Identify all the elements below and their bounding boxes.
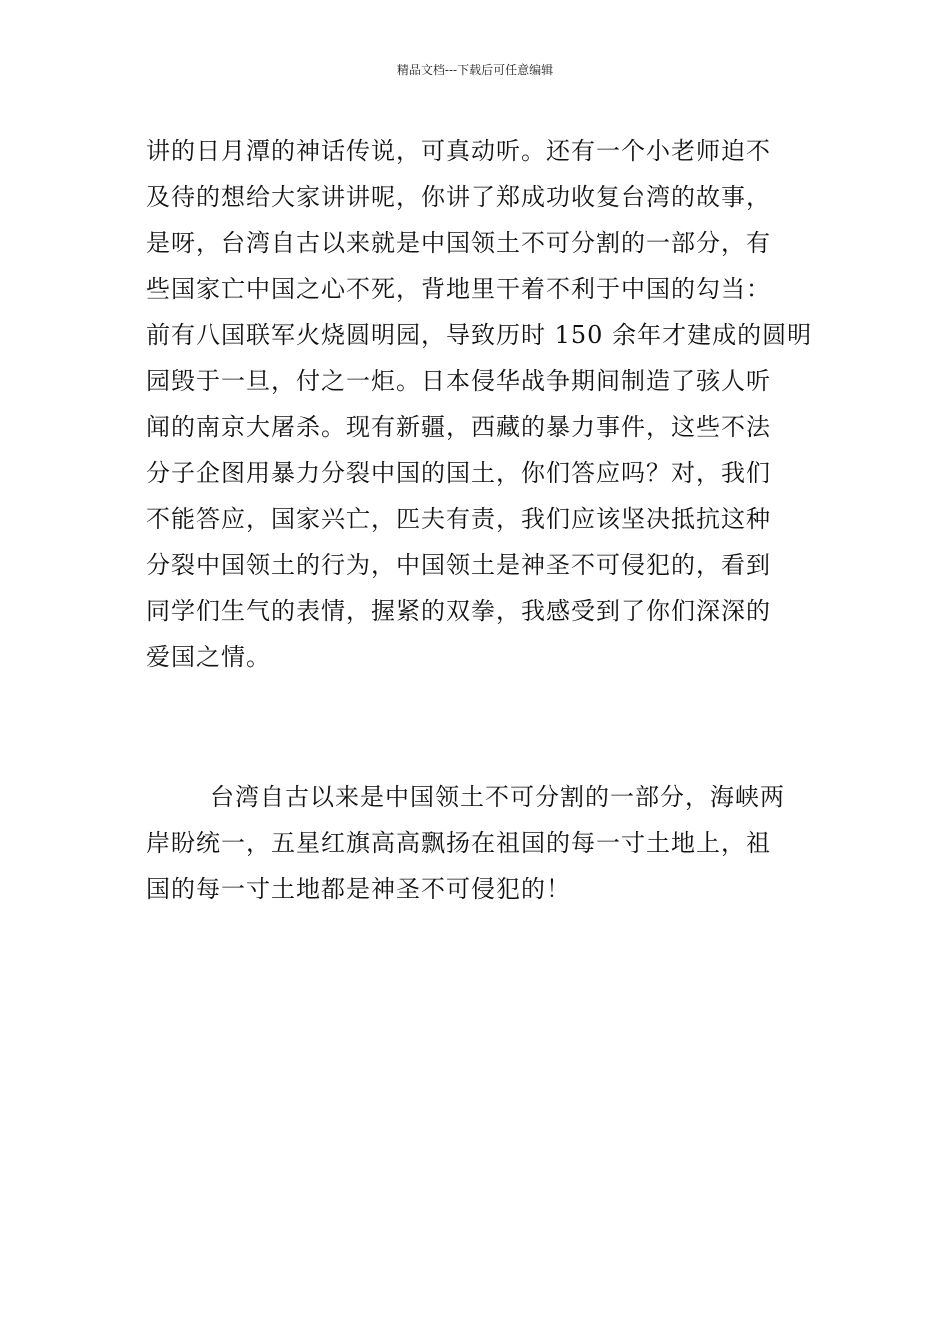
paragraph-line: 园毁于一旦，付之一炬。日本侵华战争期间制造了骇人听 [146, 367, 771, 395]
paragraph-line: 分裂中国领土的行为，中国领土是神圣不可侵犯的，看到 [146, 551, 771, 579]
paragraph-line: 前有八国联军火烧圆明园，导致历时 150 余年才建成的圆明 [146, 321, 813, 349]
paragraph-line: 爱国之情。 [146, 643, 271, 671]
paragraph-line: 讲的日月潭的神话传说，可真动听。还有一个小老师迫不 [146, 137, 771, 165]
paragraph-1 [146, 128, 811, 680]
paragraph-2 [146, 774, 811, 912]
paragraph-line: 岸盼统一，五星红旗高高飘扬在祖国的每一寸土地上，祖 [146, 829, 771, 857]
paragraph-line: 闻的南京大屠杀。现有新疆，西藏的暴力事件，这些不法 [146, 413, 771, 441]
page-header: 精品文档---下载后可任意编辑 [396, 63, 554, 77]
paragraph-line: 国的每一寸土地都是神圣不可侵犯的！ [146, 875, 571, 903]
paragraph-line: 同学们生气的表情，握紧的双拳，我感受到了你们深深的 [146, 597, 771, 625]
paragraph-line: 台湾自古以来是中国领土不可分割的一部分，海峡两 [210, 783, 785, 811]
paragraph-line: 是呀，台湾自古以来就是中国领土不可分割的一部分，有 [146, 229, 771, 257]
paragraph-line: 分子企图用暴力分裂中国的国土，你们答应吗？对，我们 [146, 459, 771, 487]
paragraph-line: 不能答应，国家兴亡，匹夫有责，我们应该坚决抵抗这种 [146, 505, 771, 533]
paragraph-line: 及待的想给大家讲讲呢，你讲了郑成功收复台湾的故事， [146, 183, 771, 211]
paragraph-line: 些国家亡中国之心不死，背地里干着不利于中国的勾当： [146, 275, 771, 303]
